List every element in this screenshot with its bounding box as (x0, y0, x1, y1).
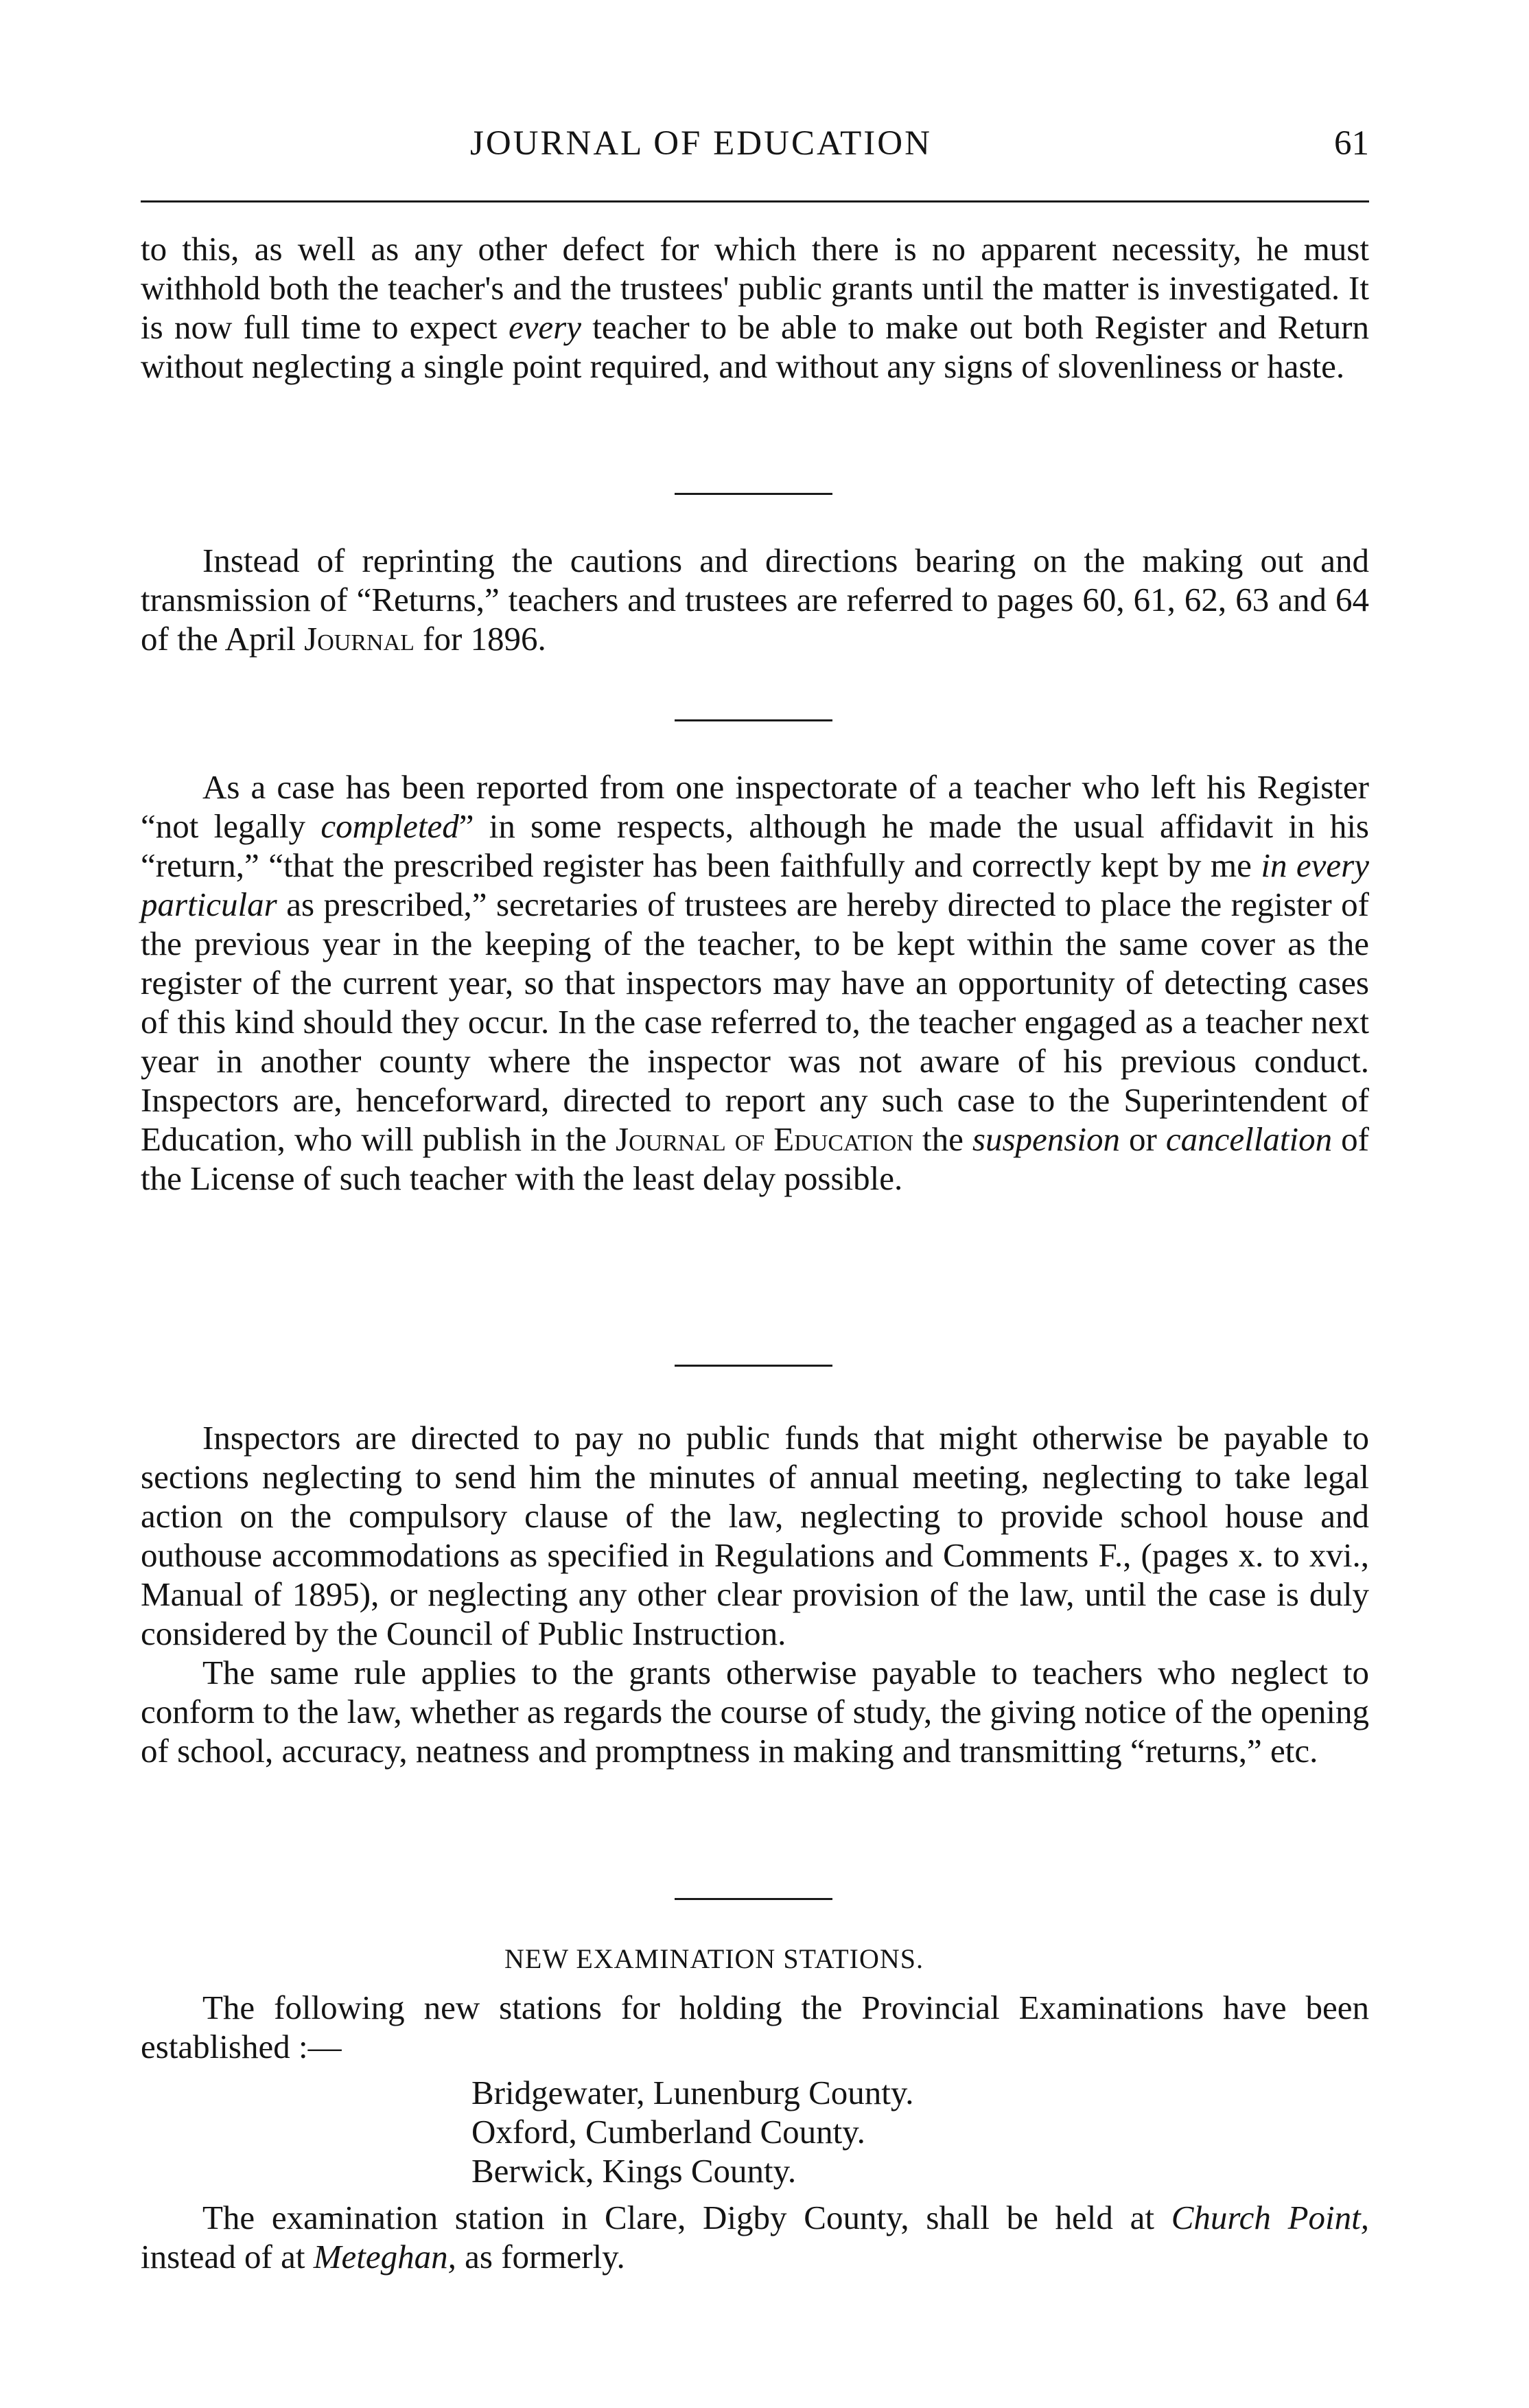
section-divider (675, 719, 832, 721)
paragraph-returns (141, 541, 1369, 658)
examinations-closing (141, 2198, 1369, 2276)
paragraph-segment: The examination station in Clare, Digby County, shall be held at (202, 2199, 1171, 2236)
running-head (141, 124, 1369, 172)
page-number: 61 (1334, 124, 1369, 163)
paragraph-segment: Instead of reprinting the cautions and directions bearing on the making out and transmission of “Returns,” teachers and trustees are referred to pages 60, 61, 62, 63 and 64 of the April (141, 542, 1369, 658)
emphasis-meteghan: Meteghan, (313, 2238, 456, 2276)
paragraph-segment: instead of at (141, 2238, 314, 2276)
section-divider (675, 493, 832, 495)
paragraph-segment: of the License of such teacher with the least delay possible. (141, 1120, 1369, 1197)
paragraph-segment: or (1120, 1120, 1166, 1158)
station-item: Oxford, Cumberland County. (471, 2113, 865, 2151)
journal-name: Journal of Education (616, 1120, 913, 1158)
emphasis-every: every (508, 308, 582, 346)
section-heading: NEW EXAMINATION STATIONS. (504, 1943, 924, 1974)
paragraph-text: The following new stations for holding the Provincial Examinations have been established :— (141, 1989, 1369, 2065)
emphasis-suspension: suspension (972, 1120, 1120, 1158)
paragraph-segment: the (913, 1120, 972, 1158)
station-item: Berwick, Kings County. (471, 2152, 797, 2190)
paragraph-text (141, 541, 1369, 658)
paragraph-segment: to this, as well as any other defect for which there is no apparent necessity, he must withhold both the teacher's and the trustees' public grants until the matter is investigated. It is now full time to expect (141, 230, 1369, 346)
paragraph-segment: ” in some respects, although he made the usual affidavit in his “return,” “that the prescribed register has been faithfully and correctly kept by me (141, 807, 1369, 884)
emphasis-completed: completed (320, 807, 459, 845)
paragraph-text (141, 229, 1369, 386)
paragraph-register (141, 767, 1369, 1198)
paragraph-segment: for 1896. (414, 620, 546, 658)
journal-name: Journal (304, 620, 415, 658)
paragraph-segment: as prescribed,” secretaries of trustees are hereby directed to place the register of the previous year in the keeping of the teacher, to be kept within the same cover as the register of the current year, so that inspectors may have an opportunity of detecting cases of this kind should they occur. In the case referred to, the teacher engaged as a teacher next year in another county where the inspector was not aware of his previous conduct. Inspectors are, henceforward, directed to report any such case to the Superintendent of Education, who will publish in the (141, 885, 1369, 1158)
paragraph-continuation (141, 229, 1369, 386)
paragraph-text: Inspectors are directed to pay no public funds that might otherwise be payable to sections neglecting to send him the minutes of annual meeting, neglecting to take legal action on the compulsory clause of the law, neglecting to provide school house and outhouse accommodations as specified in Regulations and Comments F., (pages x. to xvi., Manual of 1895), or neglecting any other clear provision of the law, until the case is duly considered by the Council of Public Instruction. (141, 1419, 1369, 1652)
journal-title: JOURNAL OF EDUCATION (470, 124, 932, 163)
paragraph-text (141, 2198, 1369, 2276)
paragraph-segment: as formerly. (456, 2238, 625, 2276)
section-divider (675, 1898, 832, 1900)
header-rule (141, 200, 1369, 202)
station-item: Bridgewater, Lunenburg County. (471, 2074, 914, 2111)
section-divider (675, 1365, 832, 1367)
emphasis-cancellation: cancellation (1165, 1120, 1333, 1158)
paragraph-text: The same rule applies to the grants otherwise payable to teachers who neglect to conform to the law, whether as regards the course of study, the giving notice of the opening of school, accuracy, neatness and promptness in making and transmitting “returns,” etc. (141, 1654, 1369, 1770)
paragraph-segment: As a case has been reported from one inspectorate of a teacher who left his Register “not legally (141, 768, 1369, 845)
station-list (471, 2073, 913, 2190)
emphasis-church-point: Church Point, (1171, 2199, 1370, 2236)
examinations-intro (141, 1988, 1369, 2066)
paragraph-text (141, 767, 1369, 1198)
paragraph-inspectors (141, 1418, 1369, 1770)
emphasis-every-particular: in every particular (141, 846, 1369, 923)
paragraph-segment: teacher to be able to make out both Register and Return without neglecting a single point required, and without any signs of slovenliness or haste. (141, 308, 1369, 385)
